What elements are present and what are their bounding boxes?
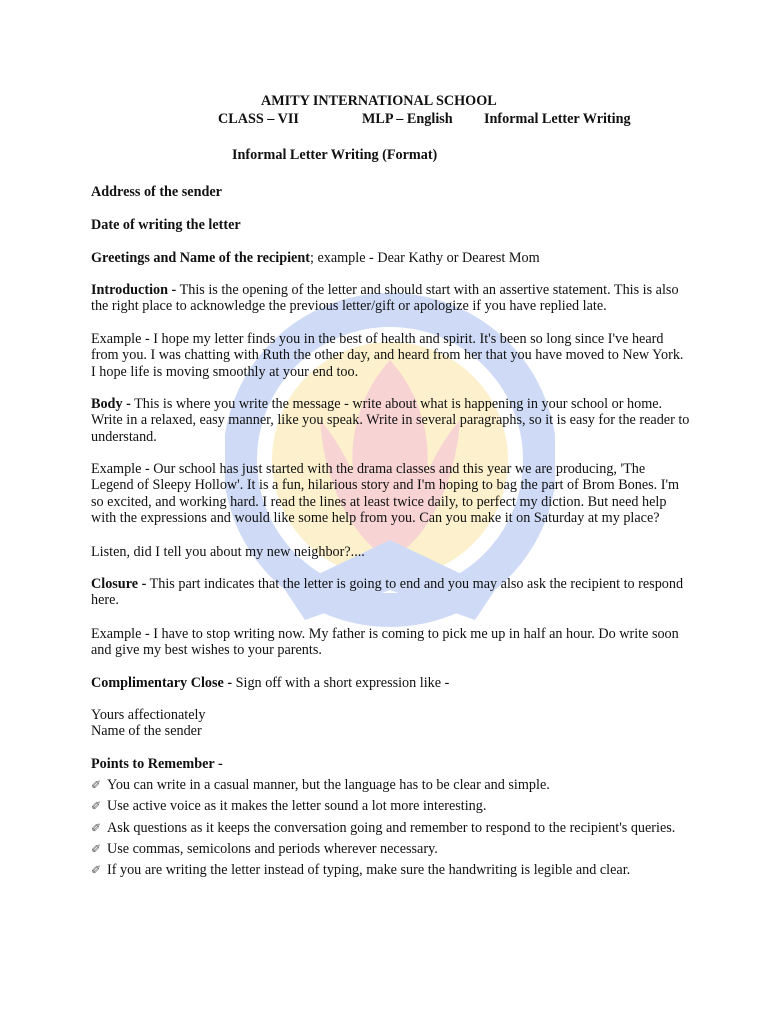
- introduction-example: Example - I hope my letter finds you in the best of health and spirit. It's been so long since I've heard from you. I was chatting with Ruth the other day, and heard from her that you have moved to New York. I hope life is moving smoothly at your end too.: [91, 331, 684, 380]
- body-paragraph: [91, 396, 691, 445]
- list-item: ✐ Use active voice as it makes the letter sound a lot more interesting.: [91, 798, 487, 814]
- subject-label: MLP – English: [362, 111, 453, 127]
- body-text: This is where you write the message - write about what is happening in your school or home. Write in a relaxed, easy manner, like you speak. Write in several paragraphs, so it is easy for the reader to understand.: [91, 396, 690, 445]
- complimentary-close-text: Sign off with a short expression like -: [232, 675, 450, 691]
- closure-text: This part indicates that the letter is going to end and you may also ask the recipient to respond here.: [91, 576, 684, 609]
- complimentary-close-paragraph: [91, 675, 691, 691]
- sender-name-line: Name of the sender: [91, 723, 202, 739]
- list-item: ✐ Ask questions as it keeps the conversation going and remember to respond to the recipient's queries.: [91, 820, 676, 836]
- points-heading: Points to Remember -: [91, 756, 223, 772]
- body-label: Body -: [91, 396, 131, 412]
- pencil-icon: ✐: [91, 778, 102, 792]
- list-item: ✐ If you are writing the letter instead of typing, make sure the handwriting is legible and clear.: [91, 862, 631, 878]
- pencil-icon: ✐: [91, 799, 102, 813]
- pencil-icon: ✐: [91, 842, 102, 856]
- greeting-paragraph: [91, 250, 691, 266]
- complimentary-close-label: Complimentary Close -: [91, 675, 233, 691]
- pencil-icon: ✐: [91, 821, 102, 835]
- list-item: ✐ You can write in a casual manner, but the language has to be clear and simple.: [91, 777, 550, 793]
- greeting-label: Greetings and Name of the recipient: [91, 250, 310, 266]
- pencil-icon: ✐: [91, 863, 102, 877]
- body-extra: Listen, did I tell you about my new neighbor?....: [91, 544, 365, 560]
- list-item: ✐ Use commas, semicolons and periods wherever necessary.: [91, 841, 438, 857]
- introduction-label: Introduction -: [91, 282, 177, 298]
- introduction-text: This is the opening of the letter and should start with an assertive statement. This is also the right place to acknowledge the previous letter/gift or apologize if you have replied late.: [91, 282, 679, 315]
- topic-label: Informal Letter Writing: [484, 111, 631, 127]
- closure-example: Example - I have to stop writing now. My father is coming to pick me up in half an hour. Do write soon and give my best wishes to your parents.: [91, 626, 679, 659]
- class-label: CLASS – VII: [218, 111, 299, 127]
- greeting-text: ; example - Dear Kathy or Dearest Mom: [309, 250, 540, 266]
- sign-off-line: Yours affectionately: [91, 707, 206, 723]
- body-example: Example - Our school has just started with the drama classes and this year we are producing, 'The Legend of Sleepy Hollow'. It is a fun, hilarious story and I'm hoping to bag the part of Brom Bones. I'm so excited, and working hard. I read the lines at least twice daily, to perfect my diction. But need help with the expressions and would like some help from you. Can you make it on Saturday at my place?: [91, 461, 680, 527]
- sender-address-heading: Address of the sender: [91, 184, 222, 200]
- school-name: AMITY INTERNATIONAL SCHOOL: [261, 93, 497, 109]
- introduction-paragraph: [91, 282, 691, 315]
- date-heading: Date of writing the letter: [91, 217, 241, 233]
- page-title: Informal Letter Writing (Format): [232, 147, 438, 163]
- header-row: [91, 111, 691, 129]
- closure-label: Closure -: [91, 576, 147, 592]
- closure-paragraph: [91, 576, 691, 609]
